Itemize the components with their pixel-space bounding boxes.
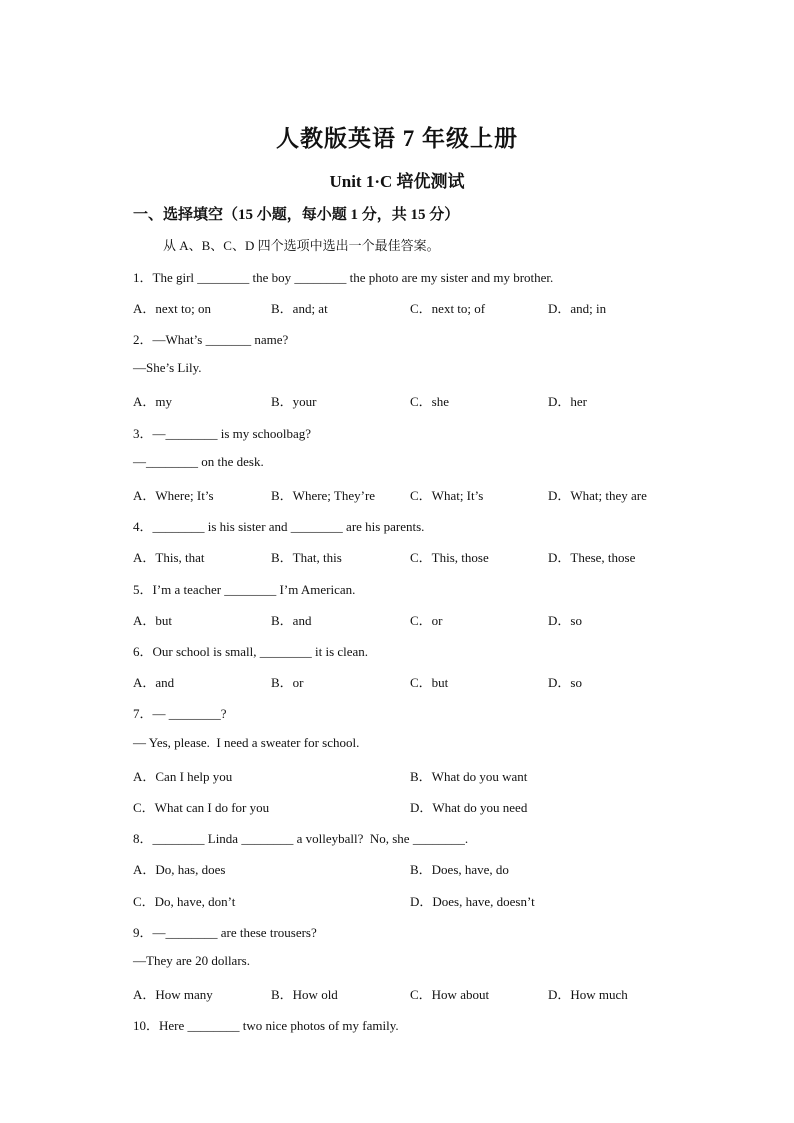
question-stem: 8．________ Linda ________ a volleyball? No, she ________. — [133, 831, 469, 846]
option-a: A．Do, has, does — [133, 862, 226, 877]
option-c: C．but — [410, 675, 449, 690]
option-b: B．your — [271, 394, 317, 409]
option-c: C．she — [410, 394, 450, 409]
option-b: B．and; at — [271, 301, 328, 316]
question-stem: 6．Our school is small, ________ it is clean. — [133, 644, 369, 659]
option-b: B．How old — [271, 987, 338, 1002]
option-d: D．These, those — [548, 550, 636, 565]
option-b: B．and — [271, 613, 312, 628]
option-a: A．This, that — [133, 550, 205, 565]
option-a: A．but — [133, 613, 173, 628]
option-d: D．Does, have, doesn’t — [410, 894, 535, 909]
option-c: C．next to; of — [410, 301, 486, 316]
option-a: A．Can I help you — [133, 769, 233, 784]
option-d: D．What; they are — [548, 488, 647, 503]
option-d: D．and; in — [548, 301, 607, 316]
option-d: D．her — [548, 394, 587, 409]
option-d: D．What do you need — [410, 800, 528, 815]
option-d: D．so — [548, 675, 582, 690]
question-stem: 1．The girl ________ the boy ________ the photo are my sister and my brother. — [133, 270, 554, 285]
question-response: —They are 20 dollars. — [133, 953, 250, 968]
option-b: B．or — [271, 675, 304, 690]
instruction-text: 从 A、B、C、D 四个选项中选出一个最佳答案。 — [163, 238, 440, 253]
option-b: B．That, this — [271, 550, 342, 565]
page-subtitle: Unit 1·C 培优测试 — [329, 172, 465, 191]
question-stem: 4．________ is his sister and ________ are his parents. — [133, 519, 425, 534]
option-c: C．What; It’s — [410, 488, 484, 503]
option-b: B．Does, have, do — [410, 862, 509, 877]
section-heading: 一、选择填空（15 小题，每小题 1 分，共 15 分） — [133, 207, 460, 223]
option-c: C．How about — [410, 987, 490, 1002]
option-d: D．How much — [548, 987, 628, 1002]
question-stem: 2．—What’s _______ name? — [133, 332, 289, 347]
option-a: A．and — [133, 675, 175, 690]
question-stem: 9．—________ are these trousers? — [133, 925, 317, 940]
page-title: 人教版英语 7 年级上册 — [276, 126, 518, 151]
question-response: — Yes, please. I need a sweater for school. — [133, 735, 360, 750]
option-c: C．Do, have, don’t — [133, 894, 236, 909]
question-stem: 5．I’m a teacher ________ I’m American. — [133, 582, 356, 597]
option-c: C．This, those — [410, 550, 489, 565]
option-a: A．my — [133, 394, 173, 409]
option-c: C．What can I do for you — [133, 800, 270, 815]
option-a: A．Where; It’s — [133, 488, 214, 503]
option-c: C．or — [410, 613, 443, 628]
question-stem: 10．Here ________ two nice photos of my family. — [133, 1018, 399, 1033]
question-stem: 7．— ________? — [133, 706, 227, 721]
option-d: D．so — [548, 613, 582, 628]
option-b: B．Where; They’re — [271, 488, 376, 503]
question-response: —________ on the desk. — [133, 454, 264, 469]
option-b: B．What do you want — [410, 769, 528, 784]
option-a: A．How many — [133, 987, 213, 1002]
option-a: A．next to; on — [133, 301, 211, 316]
question-response: —She’s Lily. — [133, 360, 202, 375]
question-stem: 3．—________ is my schoolbag? — [133, 426, 312, 441]
